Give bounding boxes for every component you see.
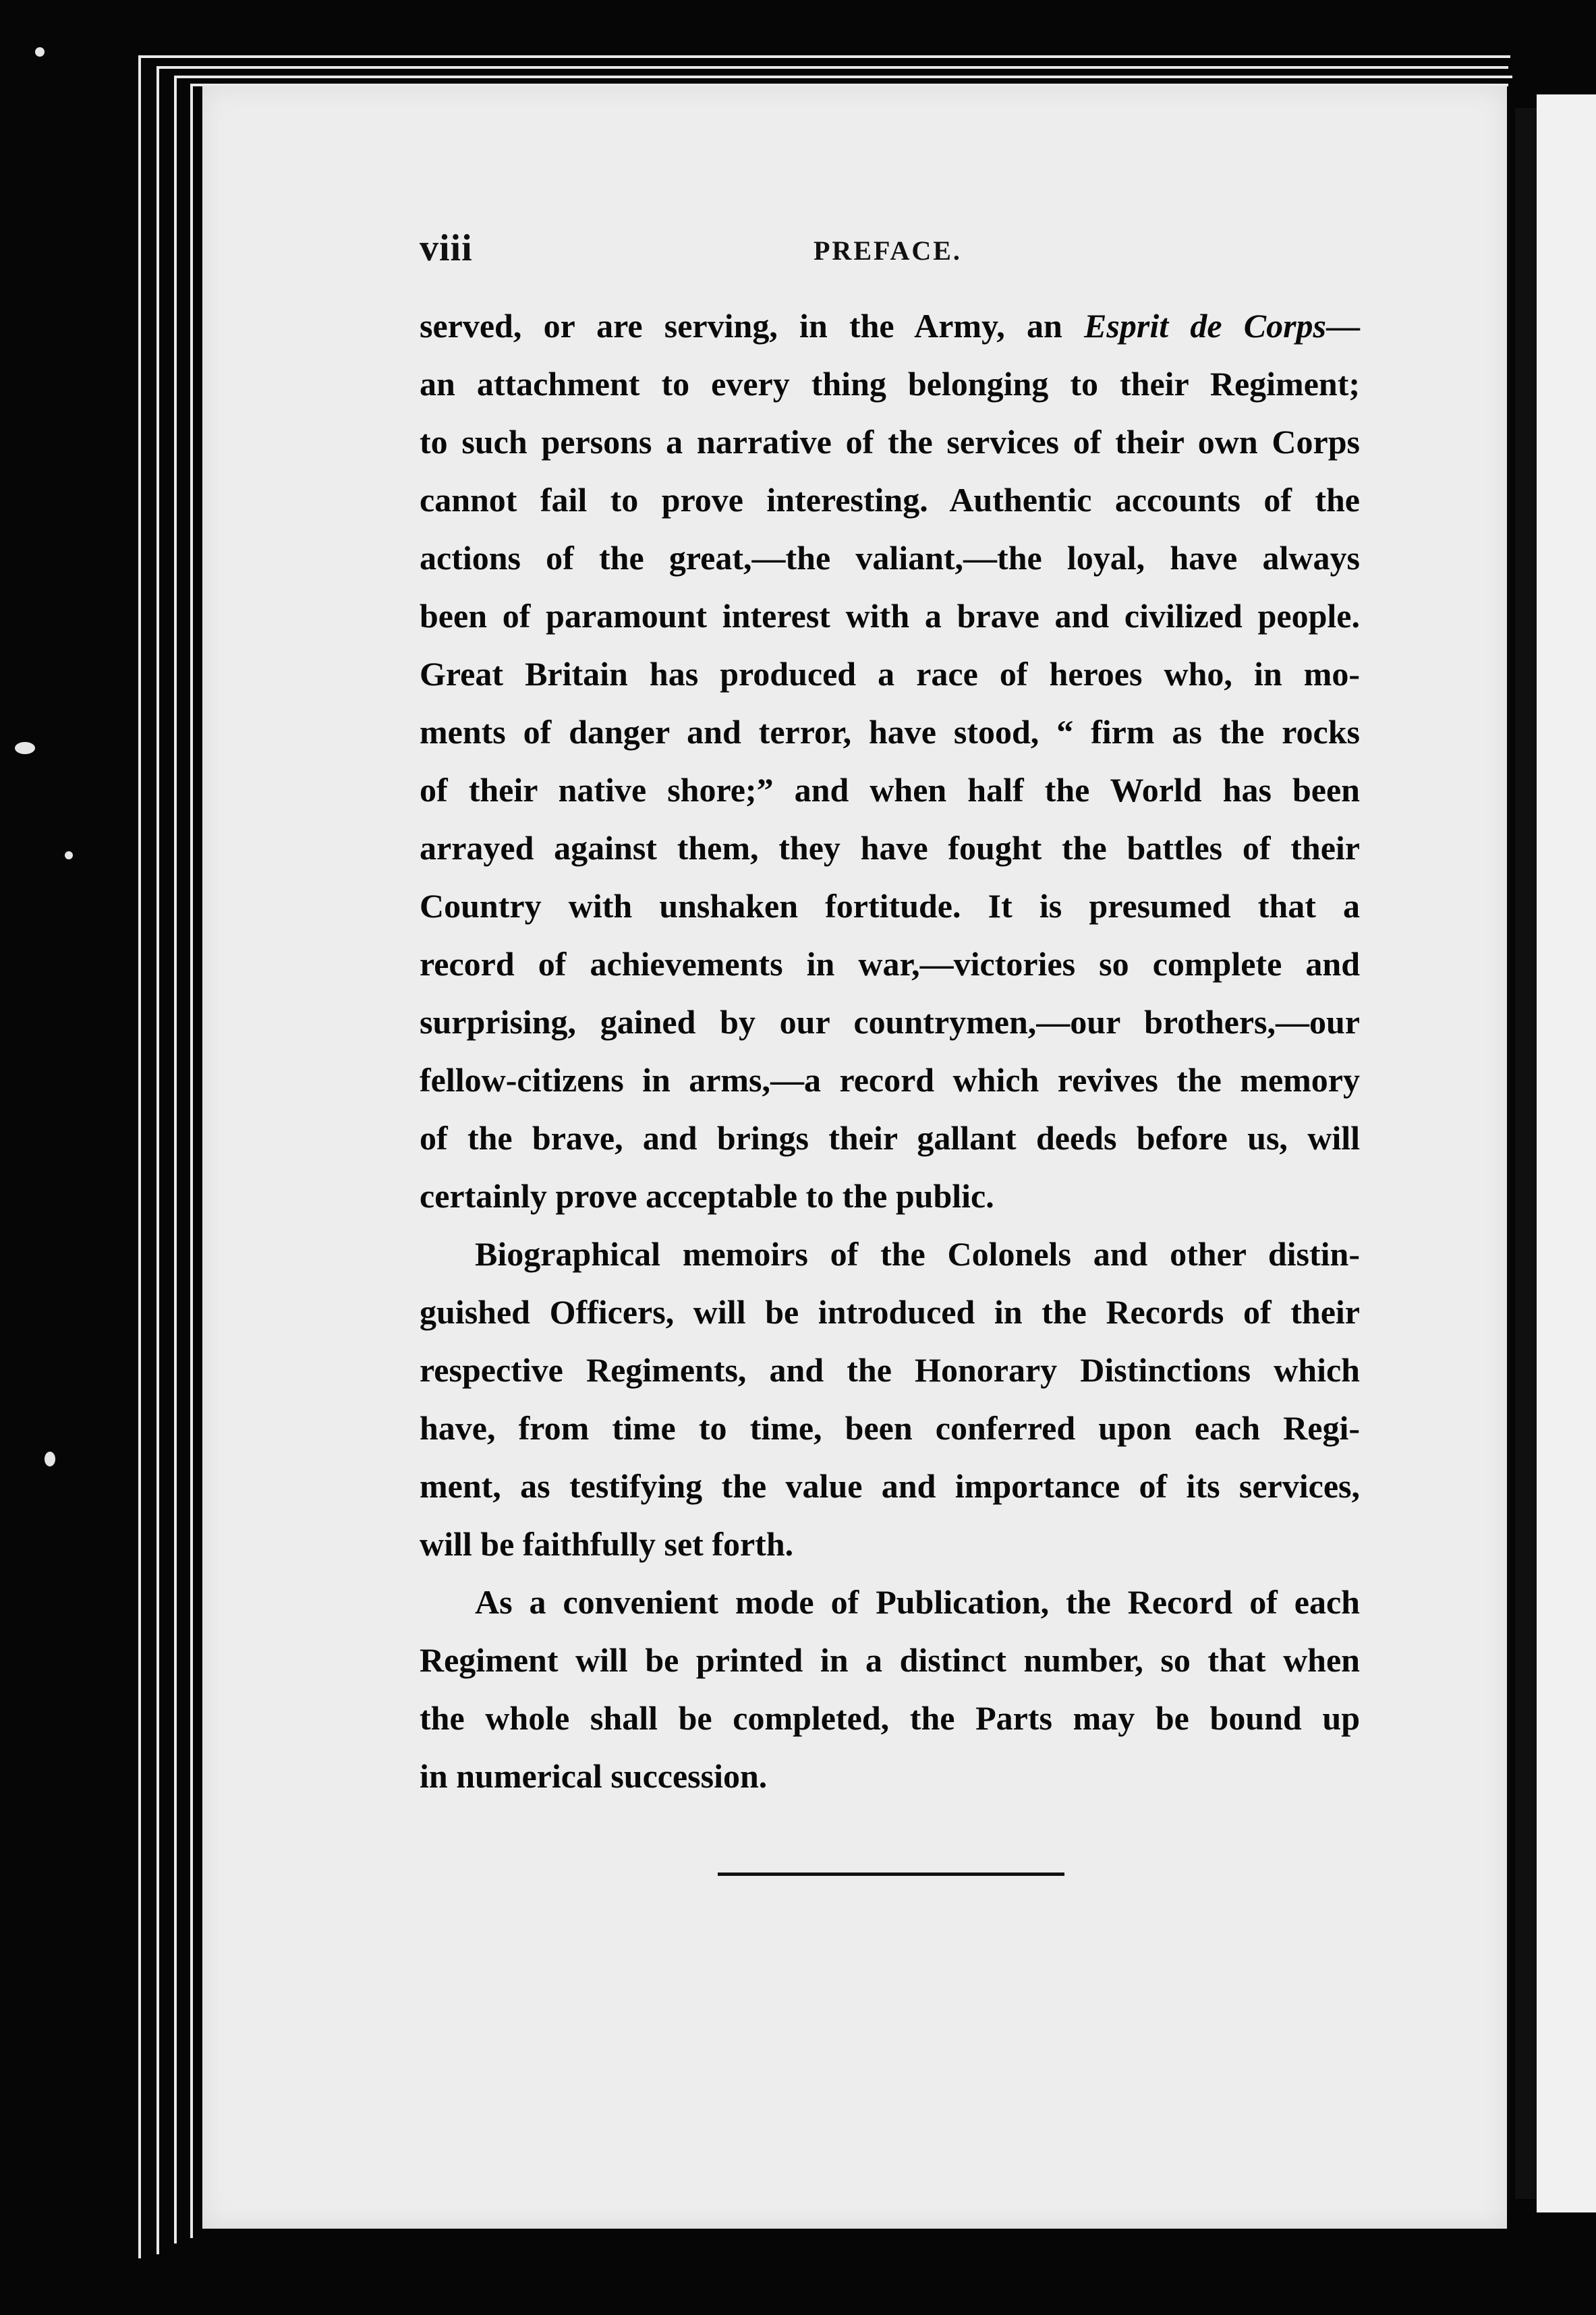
text-line: fellow-citizens in arms,—a record which revives the memory [420,1061,1360,1099]
running-head: PREFACE. [814,235,962,266]
body-text [420,297,1360,1805]
page-number: viii [420,227,473,269]
text-line: respective Regiments, and the Honorary Distinctions which [420,1351,1360,1389]
text-line: certainly prove acceptable to the public. [420,1177,994,1215]
text-line: an attachment to every thing belonging to their Regiment; [420,365,1360,403]
adjacent-page-edge [1515,108,1537,2199]
text-line: have, from time to time, been conferred upon each Regi- [420,1409,1360,1447]
text-line: in numerical succession. [420,1757,768,1795]
text-line: served, or are serving, in the Army, an Esprit de Corps— [420,307,1361,345]
text-line: been of paramount interest with a brave and civilized people. [420,597,1360,635]
text-line: Country with unshaken fortitude. It is presumed that a [420,887,1360,925]
margin-speck [65,851,73,859]
text-line: As a convenient mode of Publication, the Record of each [475,1583,1360,1621]
text-line: will be faithfully set forth. [420,1525,794,1563]
text-line: the whole shall be completed, the Parts may be bound up [420,1699,1360,1737]
margin-speck [35,47,45,57]
text-line: Great Britain has produced a race of heroes who, in mo- [420,655,1360,693]
text-line: of the brave, and brings their gallant deeds before us, will [420,1119,1360,1157]
text-line: Regiment will be printed in a distinct number, so that when [420,1641,1360,1679]
page-header [420,227,1364,281]
closing-rule [718,1873,1064,1876]
margin-speck [45,1452,55,1466]
text-line: to such persons a narrative of the services of their own Corps [420,423,1360,461]
text-line: of their native shore;” and when half the World has been [420,771,1360,809]
text-line: actions of the great,—the valiant,—the loyal, have always [420,539,1360,577]
text-line: cannot fail to prove interesting. Authentic accounts of the [420,481,1360,519]
text-line: guished Officers, will be introduced in the Records of their [420,1293,1360,1331]
italic-phrase: Esprit de Corps [1084,307,1327,345]
text-line: Biographical memoirs of the Colonels and other distin- [475,1235,1360,1273]
text-line: ments of danger and terror, have stood, “ firm as the rocks [420,713,1360,751]
adjacent-page [1537,94,1596,2212]
text-line: arrayed against them, they have fought the battles of their [420,829,1360,867]
text-line: surprising, gained by our countrymen,—our brothers,—our [420,1003,1360,1041]
margin-speck [15,742,35,754]
text-line: ment, as testifying the value and importance of its services, [420,1467,1360,1505]
text-line: record of achievements in war,—victories so complete and [420,945,1360,983]
